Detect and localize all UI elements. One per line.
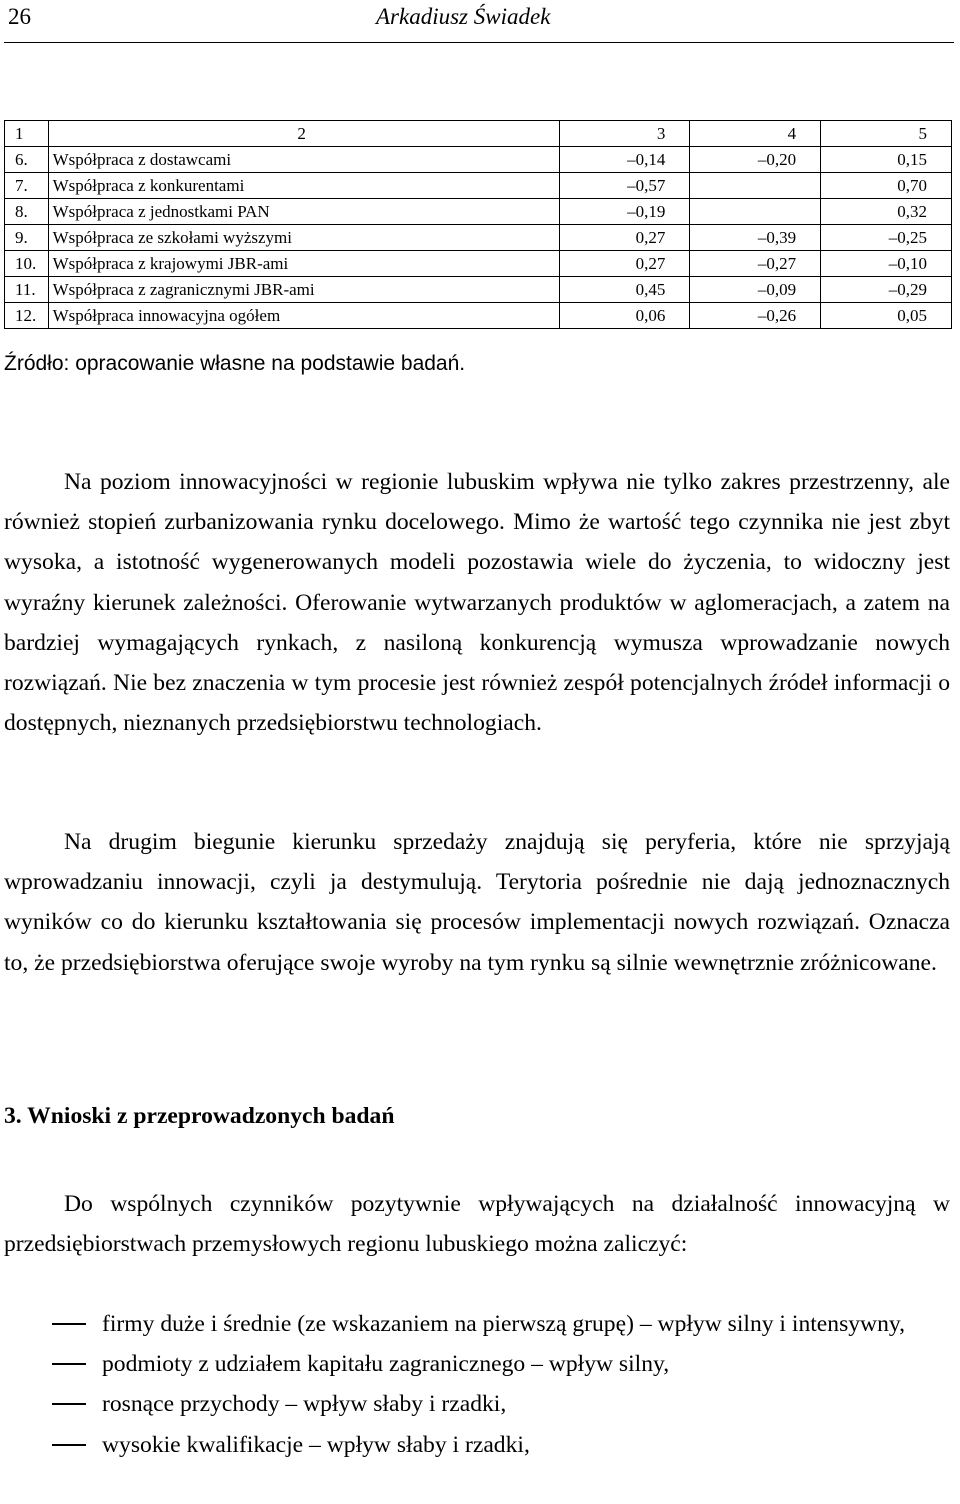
table-cell: –0,39	[690, 225, 821, 251]
row-label: Współpraca z jednostkami PAN	[48, 199, 559, 225]
dash-bullet-icon	[52, 1363, 86, 1365]
table-cell	[690, 199, 821, 225]
table-row	[5, 277, 952, 303]
table-row	[5, 199, 952, 225]
table-cell: –0,57	[559, 173, 690, 199]
table-cell	[690, 173, 821, 199]
page-number: 26	[8, 4, 31, 29]
row-label: Współpraca innowacyjna ogółem	[48, 303, 559, 329]
row-number: 8.	[5, 199, 49, 225]
table-row	[5, 303, 952, 329]
section-heading: 3. Wnioski z przeprowadzonych badań	[4, 1103, 395, 1129]
table-header-cell: 4	[690, 121, 821, 147]
table-cell: 0,45	[559, 277, 690, 303]
table-cell: –0,09	[690, 277, 821, 303]
table-row	[5, 147, 952, 173]
table-cell: –0,27	[690, 251, 821, 277]
body-paragraph-3	[4, 1184, 950, 1264]
row-label: Współpraca z dostawcami	[48, 147, 559, 173]
table-source-note: Źródło: opracowanie własne na podstawie badań.	[4, 352, 466, 375]
table-header-cell: 3	[559, 121, 690, 147]
dash-bullet-icon	[52, 1444, 86, 1446]
list-item-text: podmioty z udziałem kapitału zagranicznego – wpływ silny,	[102, 1351, 670, 1378]
table-header-row	[5, 121, 952, 147]
row-label: Współpraca z konkurentami	[48, 173, 559, 199]
row-number: 12.	[5, 303, 49, 329]
factor-list	[4, 1304, 950, 1465]
list-item	[4, 1384, 950, 1424]
list-item-text: wysokie kwalifikacje – wpływ słaby i rzadki,	[102, 1431, 530, 1458]
row-number: 6.	[5, 147, 49, 173]
body-paragraph-2	[4, 822, 950, 983]
table-cell: 0,05	[821, 303, 952, 329]
row-number: 9.	[5, 225, 49, 251]
dash-bullet-icon	[52, 1403, 86, 1405]
row-number: 10.	[5, 251, 49, 277]
table-row	[5, 225, 952, 251]
table-cell: –0,19	[559, 199, 690, 225]
list-item	[4, 1344, 950, 1384]
table-header-cell: 1	[5, 121, 49, 147]
row-number: 7.	[5, 173, 49, 199]
paragraph-text: Na drugim biegunie kierunku sprzedaży znajdują się peryferia, które nie sprzyjają wprowadzaniu innowacji, czyli ja destymulują. Terytoria pośrednie nie dają jednoznacznych wyników co do kierunku kształtowania się procesów implementacji nowych rozwiązań. Oznacza to, że przedsiębiorstwa oferujące swoje wyroby na tym rynku są silnie wewnętrznie zróżnicowane.	[4, 829, 950, 976]
row-label: Współpraca ze szkołami wyższymi	[48, 225, 559, 251]
table-cell: –0,29	[821, 277, 952, 303]
list-item	[4, 1304, 950, 1344]
table-cell: –0,25	[821, 225, 952, 251]
list-item	[4, 1425, 950, 1465]
table-cell: 0,27	[559, 225, 690, 251]
running-title: Arkadiusz Świadek	[376, 4, 551, 29]
table-cell: –0,26	[690, 303, 821, 329]
correlation-table	[4, 120, 952, 329]
row-number: 11.	[5, 277, 49, 303]
table-cell: 0,32	[821, 199, 952, 225]
table-cell: 0,70	[821, 173, 952, 199]
row-label: Współpraca z krajowymi JBR-ami	[48, 251, 559, 277]
table-cell: 0,27	[559, 251, 690, 277]
table-cell: –0,20	[690, 147, 821, 173]
row-label: Współpraca z zagranicznymi JBR-ami	[48, 277, 559, 303]
table-cell: –0,10	[821, 251, 952, 277]
dash-bullet-icon	[52, 1323, 86, 1325]
table-row	[5, 173, 952, 199]
list-item-text: firmy duże i średnie (ze wskazaniem na pierwszą grupę) – wpływ silny i intensywny,	[102, 1311, 906, 1337]
table-header-cell: 5	[821, 121, 952, 147]
table-header-cell: 2	[48, 121, 559, 147]
running-header	[4, 2, 954, 43]
table-cell: 0,15	[821, 147, 952, 173]
list-item-text: rosnące przychody – wpływ słaby i rzadki,	[102, 1391, 507, 1418]
table-cell: –0,14	[559, 147, 690, 173]
paragraph-text: Do wspólnych czynników pozytywnie wpływających na działalność innowacyjną w przedsiębiorstwach przemysłowych regionu lubuskiego można zaliczyć:	[4, 1191, 950, 1258]
table-cell: 0,06	[559, 303, 690, 329]
paragraph-text: Na poziom innowacyjności w regionie lubuskim wpływa nie tylko zakres przestrzenny, ale również stopień zurbanizowania rynku docelowego. Mimo że wartość tego czynnika nie jest zbyt wysoka, a istotność wygenerowanych modeli pozostawia wiele do życzenia, to widoczny jest wyraźny kierunek zależności. Oferowanie wytwarzanych produktów w aglomeracjach, a zatem na bardziej wymagających rynkach, z nasiloną konkurencją wymusza wprowadzanie nowych rozwiązań. Nie bez znaczenia w tym procesie jest również zespół potencjalnych źródeł informacji o dostępnych, nieznanych przedsiębiorstwu technologiach.	[4, 469, 950, 737]
body-paragraph-1	[4, 462, 950, 743]
table-row	[5, 251, 952, 277]
